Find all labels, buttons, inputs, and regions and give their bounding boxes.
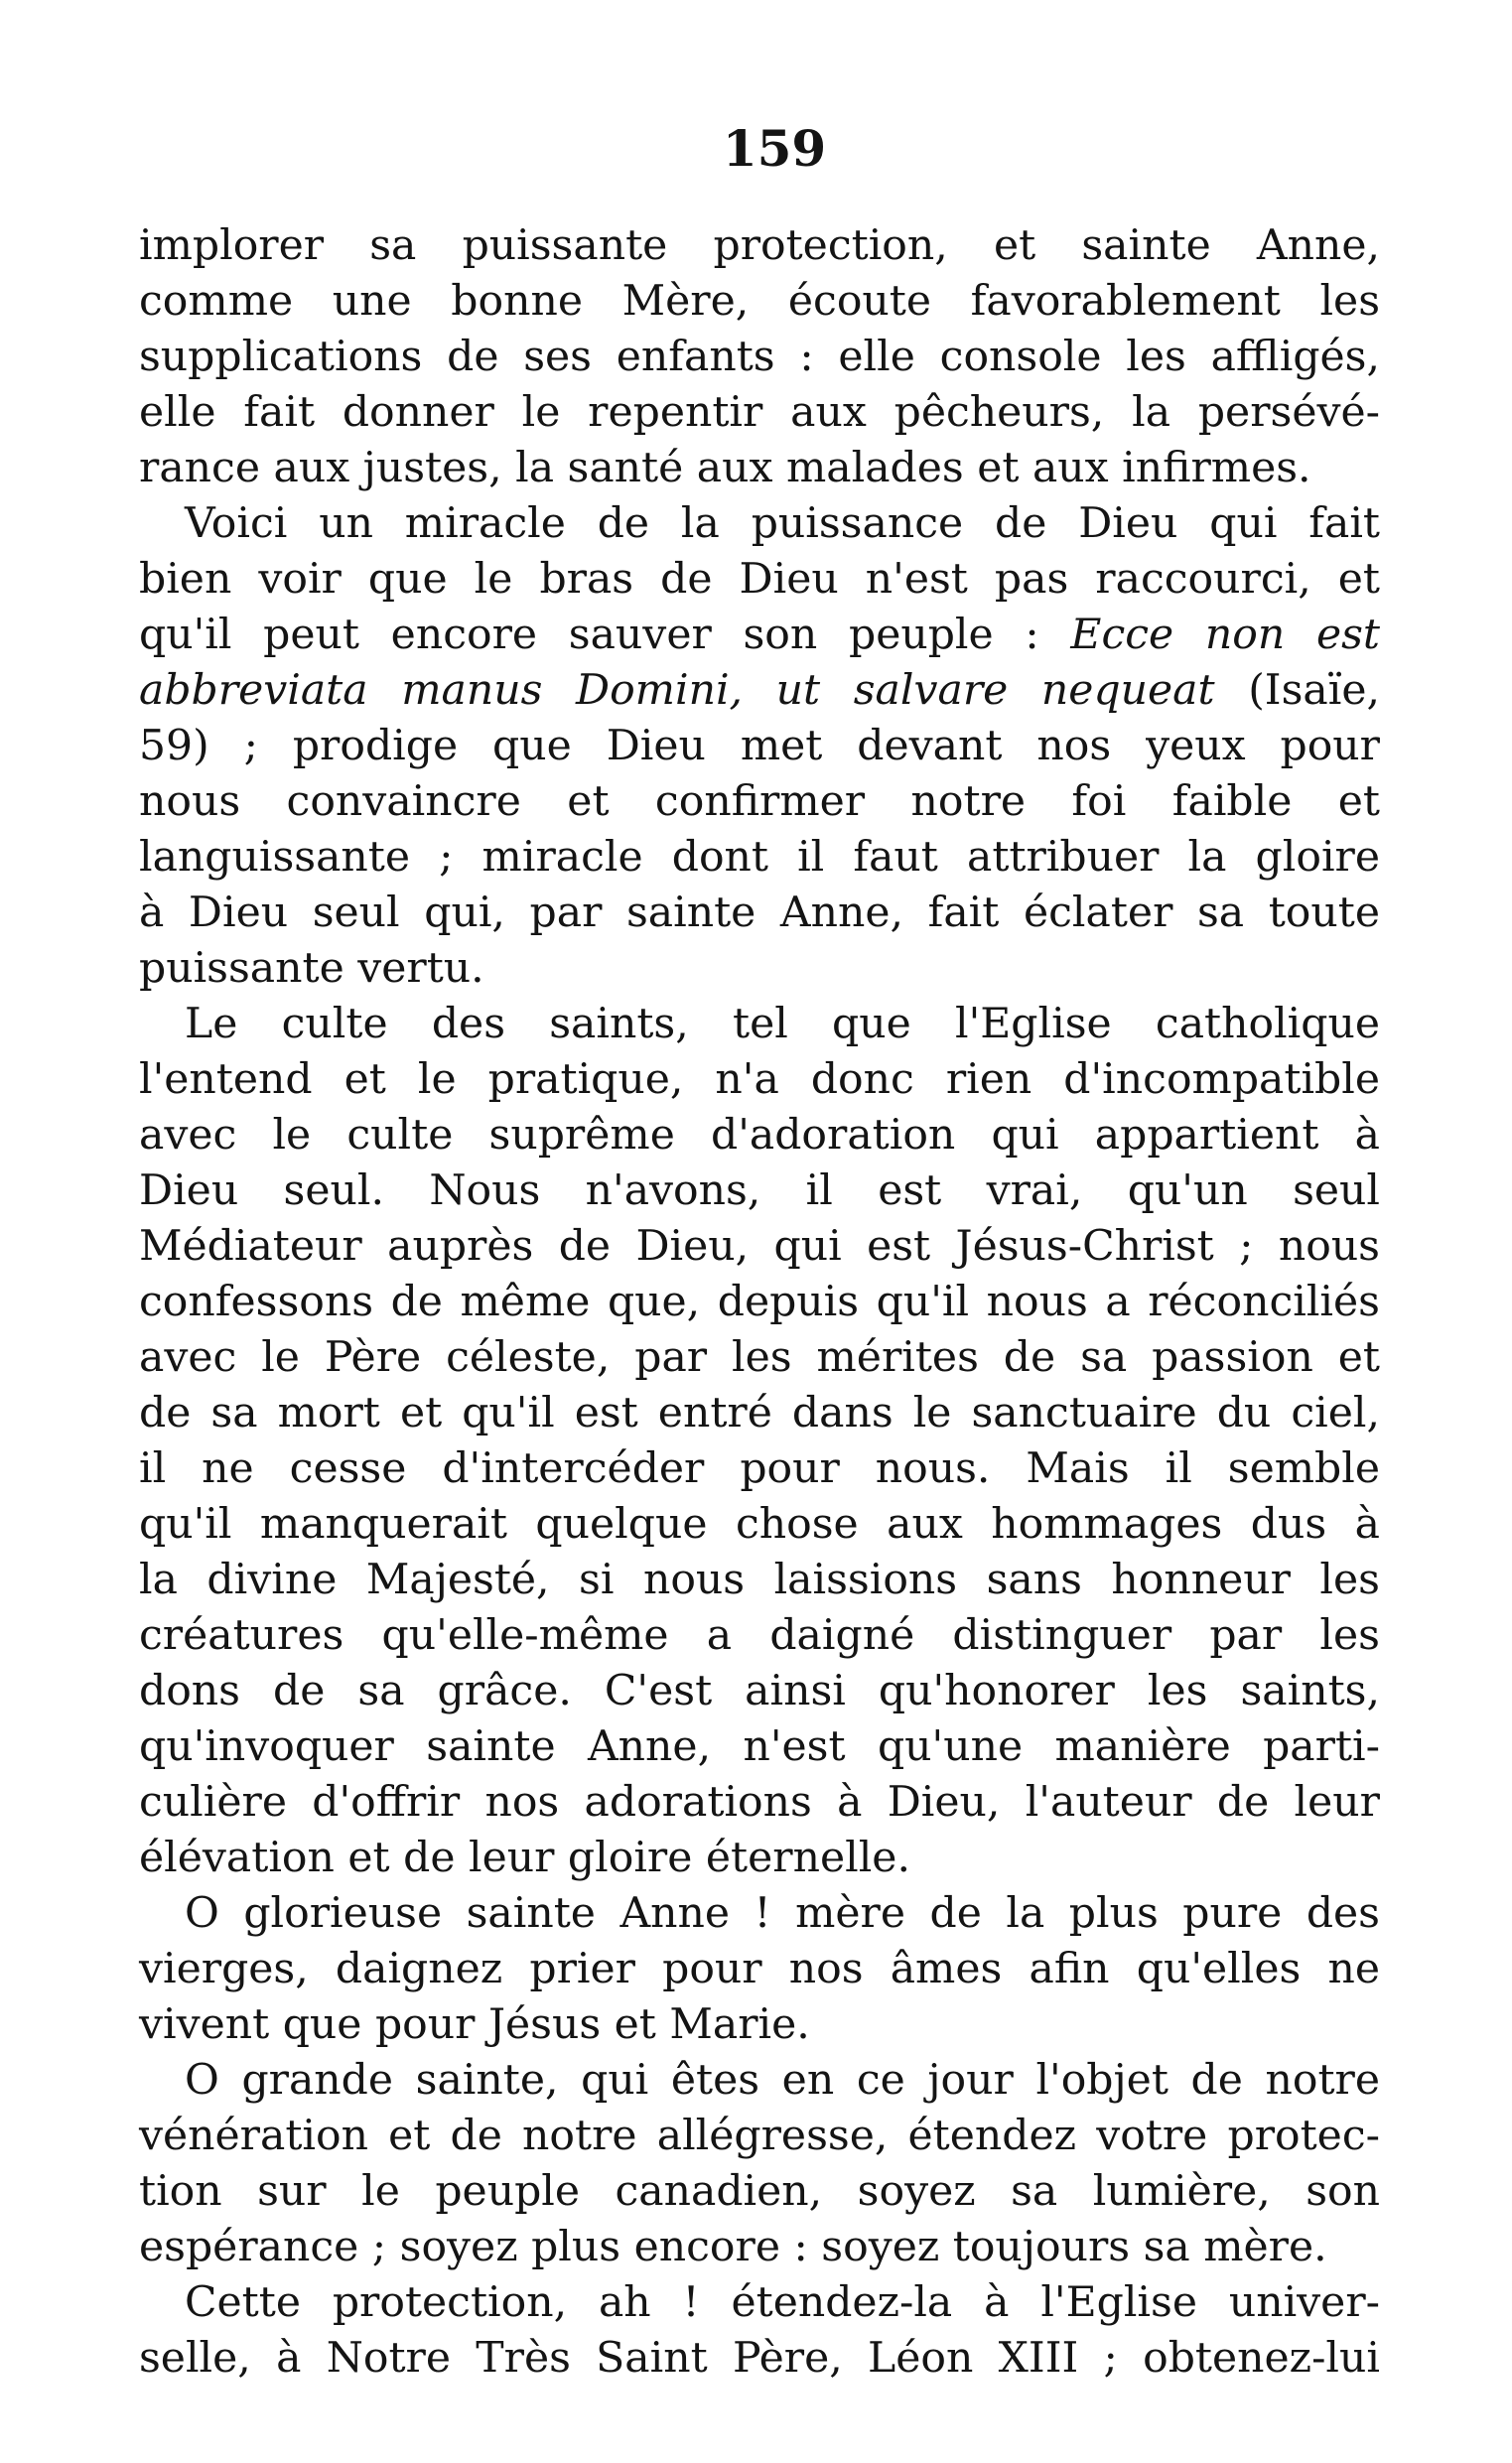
text-line: O glorieuse sainte Anne ! mère de la plus pure des — [185, 1889, 1380, 1938]
text-line: espérance ; soyez plus encore : soyez toujours sa mère. — [139, 2223, 1327, 2271]
text-line: abbreviata manus Domini, ut salvare nequeat (Isaïe, — [139, 666, 1380, 715]
text-line: rance aux justes, la santé aux malades et aux infirmes. — [139, 444, 1311, 492]
text-line: supplications de ses enfants : elle console les affligés, — [139, 333, 1380, 381]
text-line: tion sur le peuple canadien, soyez sa lumière, son — [139, 2167, 1380, 2216]
text-line: languissante ; miracle dont il faut attribuer la gloire — [139, 833, 1380, 882]
text-line: puissante vertu. — [139, 944, 484, 993]
text-line: comme une bonne Mère, écoute favorablement les — [139, 277, 1380, 326]
book-page — [139, 119, 1380, 2387]
text-line: Voici un miracle de la puissance de Dieu qui fait — [185, 499, 1380, 548]
text-line: elle fait donner le repentir aux pêcheurs, la persévé- — [139, 388, 1380, 437]
text-line: la divine Majesté, si nous laissions sans honneur les — [139, 1556, 1380, 1604]
text-line: qu'il peut encore sauver son peuple : Ecce non est — [139, 611, 1381, 659]
text-line: bien voir que le bras de Dieu n'est pas raccourci, et — [139, 555, 1380, 604]
text-line: avec le culte suprême d'adoration qui appartient à — [139, 1111, 1380, 1160]
text-line: élévation et de leur gloire éternelle. — [139, 1834, 910, 1882]
text-line: O grande sainte, qui êtes en ce jour l'objet de notre — [185, 2056, 1380, 2105]
text-line: avec le Père céleste, par les mérites de sa passion et — [139, 1333, 1380, 1382]
text-line: confessons de même que, depuis qu'il nous a réconciliés — [139, 1278, 1380, 1326]
text-line: 59) ; prodige que Dieu met devant nos yeux pour — [139, 722, 1380, 770]
text-line: de sa mort et qu'il est entré dans le sanctuaire du ciel, — [139, 1389, 1380, 1437]
page-number: 159 — [722, 119, 827, 178]
text-line: qu'il manquerait quelque chose aux hommages dus à — [139, 1500, 1380, 1549]
text-line: Le culte des saints, tel que l'Eglise catholique — [185, 1000, 1380, 1048]
text-line: créatures qu'elle-même a daigné distinguer par les — [139, 1611, 1380, 1660]
text-line: qu'invoquer sainte Anne, n'est qu'une manière parti- — [139, 1722, 1380, 1771]
body-text — [139, 218, 1380, 2387]
text-line: dons de sa grâce. C'est ainsi qu'honorer les saints, — [139, 1667, 1380, 1715]
text-line: culière d'offrir nos adorations à Dieu, l'auteur de leur — [139, 1778, 1380, 1827]
text-line: selle, à Notre Très Saint Père, Léon XIII ; obtenez-lui — [139, 2334, 1380, 2383]
text-line: Cette protection, ah ! étendez-la à l'Eglise univer- — [185, 2278, 1380, 2327]
text-line: il ne cesse d'intercéder pour nous. Mais il semble — [139, 1444, 1380, 1493]
text-line: vivent que pour Jésus et Marie. — [139, 2000, 810, 2049]
text-line: vénération et de notre allégresse, étendez votre protec- — [139, 2112, 1380, 2160]
text-line: Dieu seul. Nous n'avons, il est vrai, qu'un seul — [139, 1166, 1380, 1215]
text-line: implorer sa puissante protection, et sainte Anne, — [139, 221, 1380, 270]
text-line: l'entend et le pratique, n'a donc rien d'incompatible — [139, 1055, 1380, 1104]
text-line: à Dieu seul qui, par sainte Anne, fait éclater sa toute — [139, 889, 1380, 937]
text-line: Médiateur auprès de Dieu, qui est Jésus-Christ ; nous — [139, 1222, 1380, 1271]
text-line: nous convaincre et confirmer notre foi faible et — [139, 777, 1380, 826]
text-line: vierges, daignez prier pour nos âmes afin qu'elles ne — [139, 1945, 1380, 1993]
